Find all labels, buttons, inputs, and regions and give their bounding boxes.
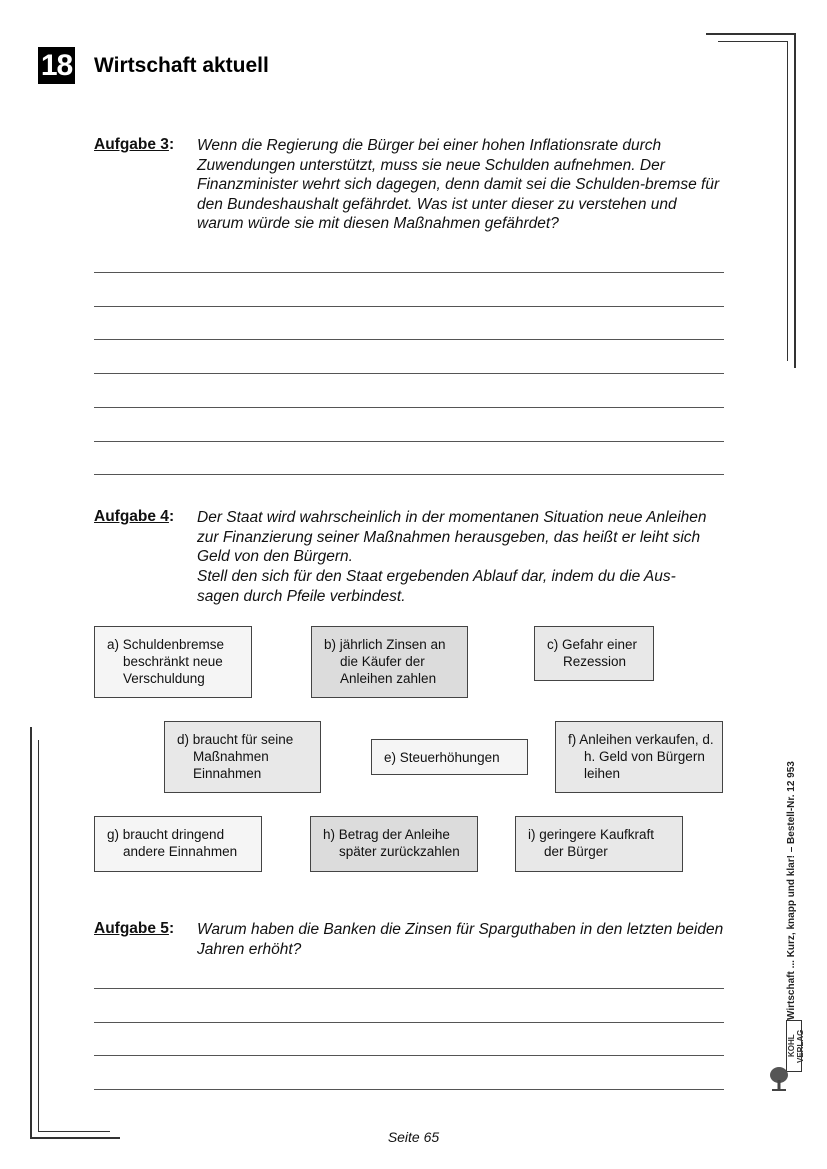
frame-top-right-h2 bbox=[718, 41, 788, 42]
frame-top-right-v1 bbox=[794, 33, 796, 368]
task-5-label-text: Aufgabe 5 bbox=[94, 920, 169, 937]
answer-line bbox=[94, 441, 724, 442]
statement-box-b-text: b) jährlich Zinsen an die Käufer der Anleihen zahlen bbox=[324, 637, 446, 686]
answer-line bbox=[94, 272, 724, 273]
statement-box-i-text: i) geringere Kaufkraft der Bürger bbox=[528, 827, 655, 859]
frame-top-right-v2 bbox=[787, 41, 788, 361]
statement-box-e[interactable] bbox=[371, 739, 528, 775]
answer-line bbox=[94, 474, 724, 475]
statement-box-d-text: d) braucht für seine Maßnahmen Einnahmen bbox=[177, 732, 294, 781]
answer-line bbox=[94, 339, 724, 340]
statement-box-c[interactable] bbox=[534, 626, 654, 681]
task-5-label: Aufgabe 5: bbox=[94, 920, 175, 937]
statement-box-i[interactable] bbox=[515, 816, 683, 872]
tree-logo-icon bbox=[768, 1066, 790, 1092]
statement-box-a-text: a) Schuldenbremse beschränkt neue Verschuldung bbox=[107, 637, 225, 686]
frame-bottom-left-v1 bbox=[30, 727, 32, 1139]
page-title: Wirtschaft aktuell bbox=[94, 54, 269, 77]
task-3-label: Aufgabe 3: bbox=[94, 136, 175, 153]
task-4-label-text: Aufgabe 4 bbox=[94, 508, 169, 525]
statement-box-a[interactable] bbox=[94, 626, 252, 698]
task-3-text: Wenn die Regierung die Bürger bei einer hohen Inflationsrate durch Zuwendungen unterstützt, muss sie neue Schulden aufnehmen. Der Finanzminister wehrt sich dagegen, denn damit sei die Schulden-bremse für den Bundeshaushalt gefährdet. Was ist unter dieser zu verstehen und warum würde sie mit diesen Maßnahmen gefährdet? bbox=[197, 137, 720, 233]
statement-box-c-text: c) Gefahr einer Rezession bbox=[547, 637, 638, 669]
answer-line bbox=[94, 1055, 724, 1056]
answer-line bbox=[94, 988, 724, 989]
statement-box-g-text: g) braucht dringend andere Einnahmen bbox=[107, 827, 238, 859]
task-3-label-text: Aufgabe 3 bbox=[94, 136, 169, 153]
answer-line bbox=[94, 1089, 724, 1090]
statement-box-h-text: h) Betrag der Anleihe später zurückzahlen bbox=[323, 827, 460, 859]
task-4-instruction: Stell den sich für den Staat ergebenden Ablauf dar, indem du die Aus-sagen durch Pfeile verbindest. bbox=[197, 568, 676, 605]
task-5-text: Warum haben die Banken die Zinsen für Sparguthaben in den letzten beiden Jahren erhöht? bbox=[197, 921, 724, 958]
statement-box-d[interactable] bbox=[164, 721, 321, 793]
statement-box-g[interactable] bbox=[94, 816, 262, 872]
task-4-label: Aufgabe 4: bbox=[94, 508, 175, 525]
page-number-badge: 18 bbox=[38, 47, 75, 84]
answer-line bbox=[94, 373, 724, 374]
answer-line bbox=[94, 407, 724, 408]
frame-top-right-h1 bbox=[706, 33, 796, 35]
statement-box-h[interactable] bbox=[310, 816, 478, 872]
statement-box-b[interactable] bbox=[311, 626, 468, 698]
answer-line bbox=[94, 306, 724, 307]
statement-box-f-text: f) Anleihen verkaufen, d. h. Geld von Bürgern leihen bbox=[568, 732, 714, 781]
statement-box-f[interactable] bbox=[555, 721, 723, 793]
sidebar-publication-info: Wirtschaft ... Kurz, knapp und klar! – Bestell-Nr. 12 953 bbox=[786, 761, 797, 1020]
answer-line bbox=[94, 1022, 724, 1023]
task-4-text: Der Staat wird wahrscheinlich in der momentanen Situation neue Anleihen zur Finanzierung seiner Maßnahmen herausgeben, das heißt er leiht sich Geld von den Bürgern. bbox=[197, 509, 707, 566]
page-footer: Seite 65 bbox=[387, 1129, 440, 1145]
frame-bottom-left-v2 bbox=[38, 740, 39, 1132]
statement-box-e-text: e) Steuerhöhungen bbox=[384, 750, 500, 765]
publisher-logo: KOHL VERLAG bbox=[786, 1020, 802, 1072]
